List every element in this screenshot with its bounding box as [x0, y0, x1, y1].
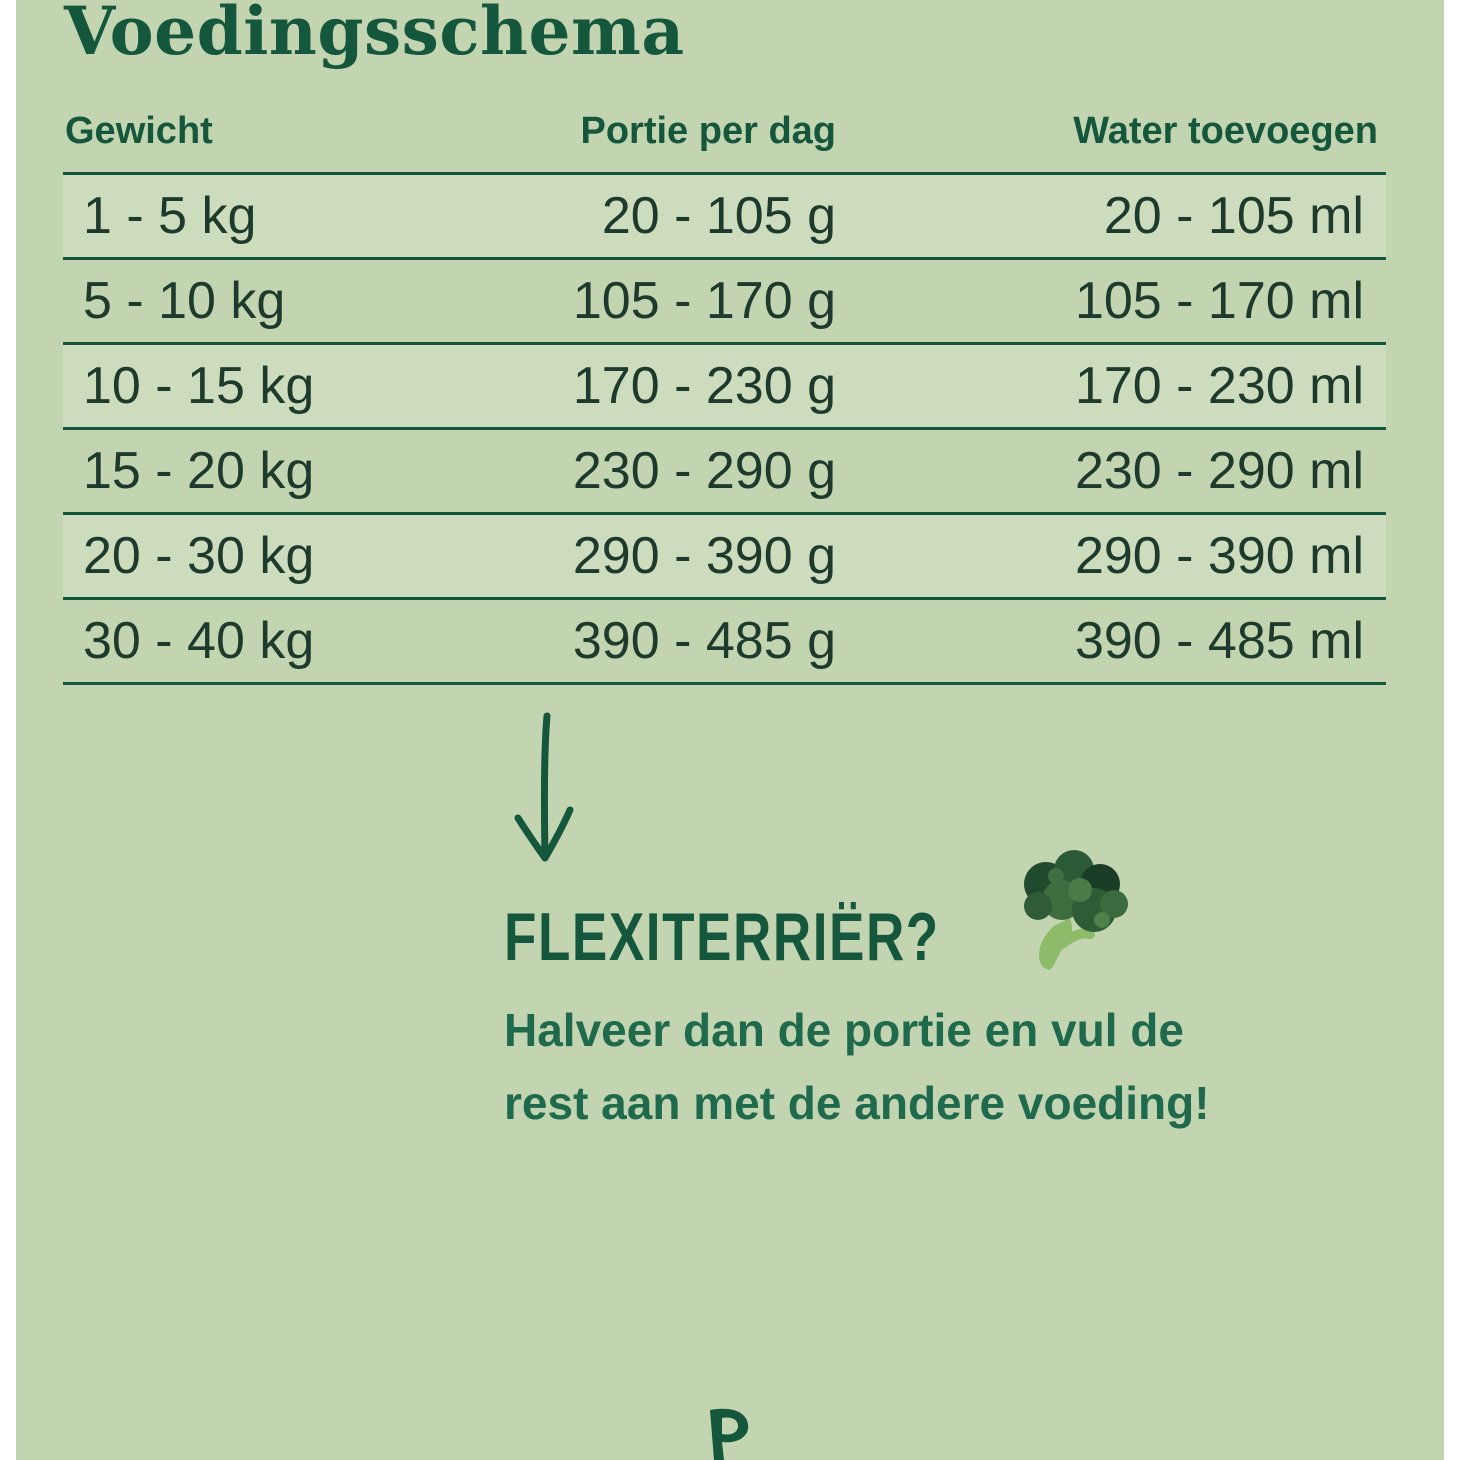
- cell-water: 390 - 485 ml: [1074, 612, 1364, 670]
- feeding-table: [63, 100, 1386, 685]
- cell-portion: 390 - 485 g: [572, 612, 836, 670]
- flexi-heading: FLEXITERRIËR?: [504, 899, 940, 975]
- cell-weight: 15 - 20 kg: [83, 442, 315, 500]
- cell-portion: 105 - 170 g: [572, 272, 836, 330]
- page-title: Voedingsschema: [64, 0, 685, 70]
- table-row: [63, 342, 1386, 427]
- cell-water: 20 - 105 ml: [1103, 187, 1364, 245]
- cell-portion: 170 - 230 g: [572, 357, 836, 415]
- cell-weight: 20 - 30 kg: [83, 527, 315, 585]
- header-portion: Portie per dag: [580, 110, 836, 152]
- table-row: [63, 172, 1386, 257]
- cell-portion: 290 - 390 g: [572, 527, 836, 585]
- arrow-down-icon: [510, 710, 580, 870]
- brand-logo: [692, 1400, 762, 1460]
- flexi-description: [504, 994, 1404, 1140]
- cell-water: 170 - 230 ml: [1074, 357, 1364, 415]
- feeding-schedule-card: [16, 0, 1444, 1460]
- table-header: [63, 100, 1386, 172]
- cell-water: 230 - 290 ml: [1074, 442, 1364, 500]
- flexi-line-1: Halveer dan de portie en vul de: [504, 1004, 1184, 1056]
- cell-water: 290 - 390 ml: [1074, 527, 1364, 585]
- header-weight: Gewicht: [65, 110, 213, 152]
- table-row: [63, 512, 1386, 597]
- table-row: [63, 427, 1386, 512]
- header-water: Water toevoegen: [1073, 110, 1378, 152]
- flexi-line-2: rest aan met de andere voeding!: [504, 1077, 1210, 1129]
- broccoli-icon: [1016, 848, 1131, 978]
- cell-weight: 1 - 5 kg: [83, 187, 257, 245]
- cell-portion: 20 - 105 g: [601, 187, 836, 245]
- cell-water: 105 - 170 ml: [1074, 272, 1364, 330]
- cell-portion: 230 - 290 g: [572, 442, 836, 500]
- cell-weight: 30 - 40 kg: [83, 612, 315, 670]
- cell-weight: 5 - 10 kg: [83, 272, 286, 330]
- cell-weight: 10 - 15 kg: [83, 357, 315, 415]
- table-row: [63, 257, 1386, 342]
- table-row: [63, 597, 1386, 685]
